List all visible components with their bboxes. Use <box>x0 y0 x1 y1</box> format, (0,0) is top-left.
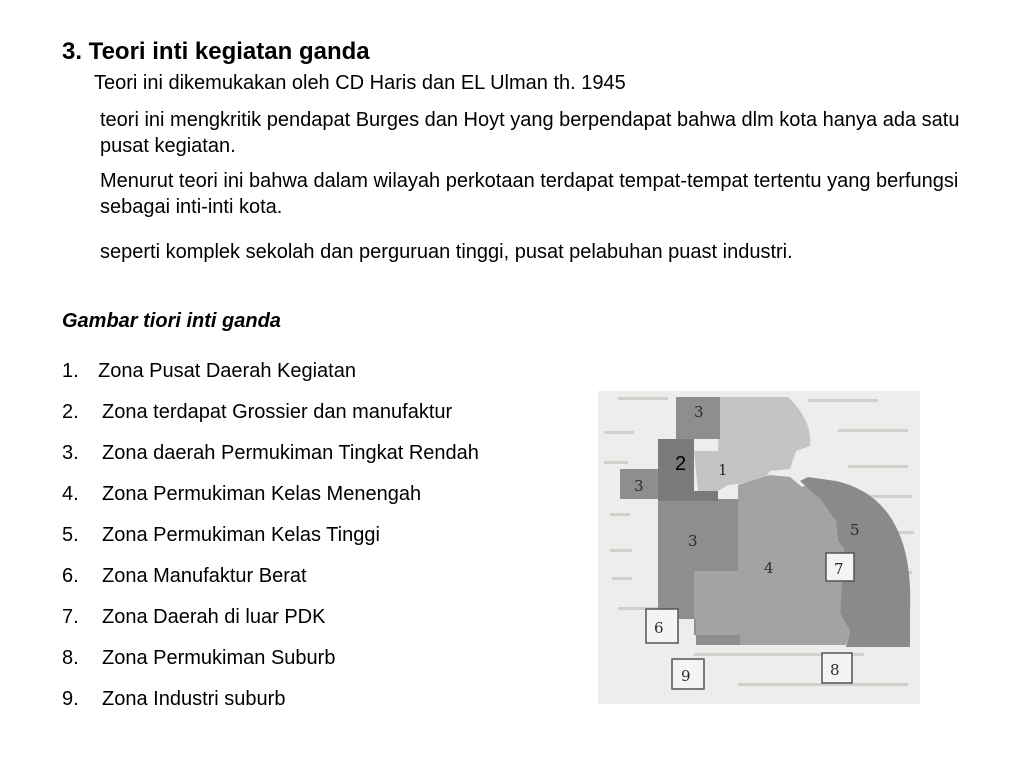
zone-list <box>62 354 479 723</box>
zone-number: 2. <box>62 401 79 423</box>
zone-item <box>62 354 479 395</box>
zone-label-4: 4 <box>764 559 774 577</box>
zone-item <box>62 600 479 641</box>
zone-label-5: 5 <box>850 521 860 539</box>
zone-label: Zona Permukiman Suburb <box>102 647 336 669</box>
zone-label-3-bottom: 3 <box>688 532 698 550</box>
zone-label: Zona Pusat Daerah Kegiatan <box>98 360 356 382</box>
zone-label-6: 6 <box>654 619 664 637</box>
zone-label-1: 1 <box>718 461 728 479</box>
zone-number: 4. <box>62 483 79 505</box>
zone-item <box>62 559 479 600</box>
zone-label-3-top: 3 <box>694 403 704 421</box>
zone-item <box>62 518 479 559</box>
paragraph-2: Menurut teori ini bahwa dalam wilayah perkotaan terdapat tempat-tempat tertentu yang berfungsi sebagai inti-inti kota. <box>100 170 959 218</box>
zone-label-7: 7 <box>834 560 844 578</box>
zone-number: 7. <box>62 606 79 628</box>
slide-title: 3. Teori inti kegiatan ganda <box>62 38 370 65</box>
zone-item <box>62 477 479 518</box>
zone-label-3-left: 3 <box>634 477 644 495</box>
zone-number: 3. <box>62 442 79 464</box>
zone-number: 8. <box>62 647 79 669</box>
figure-caption: Gambar tiori inti ganda <box>62 310 281 332</box>
zone-item <box>62 395 479 436</box>
zone-number: 6. <box>62 565 79 587</box>
zone-label: Zona daerah Permukiman Tingkat Rendah <box>102 442 479 464</box>
slide-subtitle: Teori ini dikemukakan oleh CD Haris dan EL Ulman th. 1945 <box>94 72 626 94</box>
multiple-nuclei-diagram <box>598 391 920 704</box>
zone-item <box>62 682 479 723</box>
zone-number: 9. <box>62 688 79 710</box>
paragraph-3: seperti komplek sekolah dan perguruan tinggi, pusat pelabuhan puast industri. <box>100 241 793 263</box>
zone-label: Zona terdapat Grossier dan manufaktur <box>102 401 453 423</box>
zone-item <box>62 641 479 682</box>
diagram-overlay-number: 2 <box>675 453 687 475</box>
zone-label: Zona Permukiman Kelas Menengah <box>102 483 422 505</box>
zone-number: 1. <box>62 360 79 382</box>
zone-item <box>62 436 479 477</box>
zone-label-9: 9 <box>681 667 691 685</box>
zone-label: Zona Daerah di luar PDK <box>102 606 326 628</box>
paragraph-1: teori ini mengkritik pendapat Burges dan Hoyt yang berpendapat bahwa dlm kota hanya ada satu pusat kegiatan. <box>100 109 960 157</box>
zone-label-8: 8 <box>830 661 840 679</box>
zone-label: Zona Industri suburb <box>102 688 286 710</box>
zone-label: Zona Manufaktur Berat <box>102 565 307 587</box>
zone-number: 5. <box>62 524 79 546</box>
zone-label: Zona Permukiman Kelas Tinggi <box>102 524 380 546</box>
